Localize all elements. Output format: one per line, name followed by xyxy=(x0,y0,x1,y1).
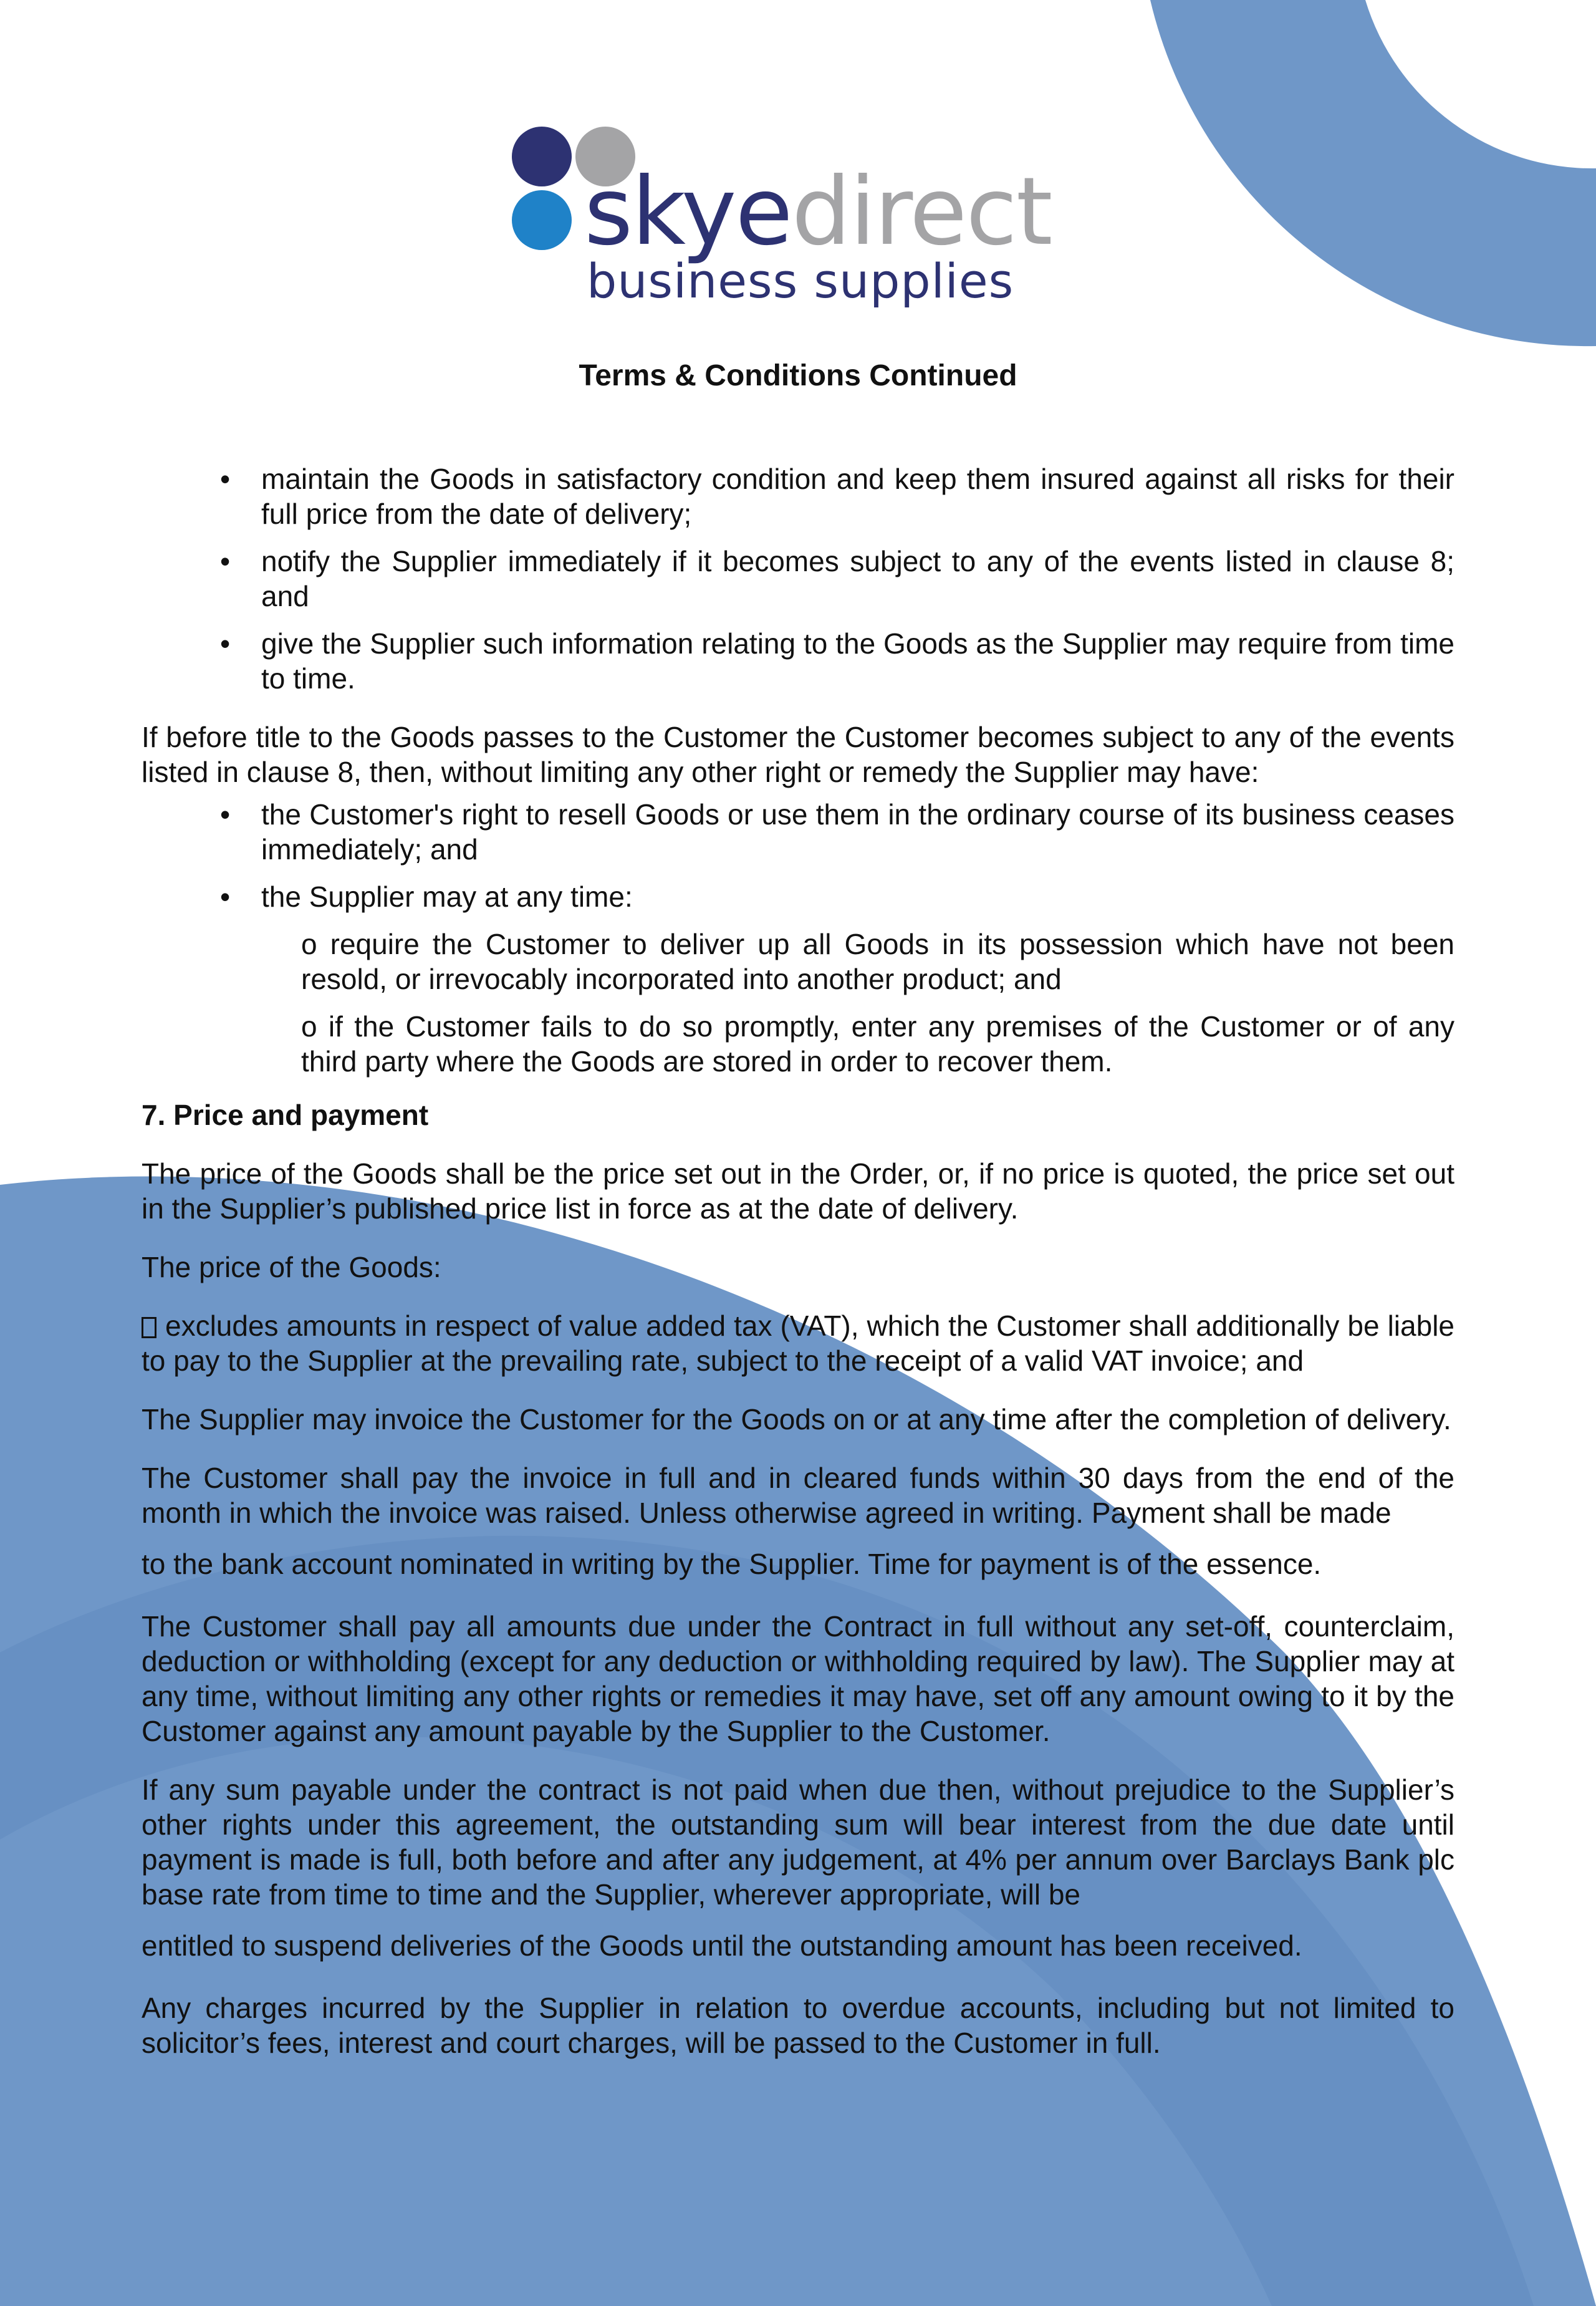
logo-word-light: direct xyxy=(791,158,1052,266)
logo-dot-blue xyxy=(512,190,572,250)
list-item: • notify the Supplier immediately if it becomes subject to any of the events listed in clause 8; and xyxy=(220,545,1454,612)
sub-list-item: o require the Customer to deliver up all Goods in its possession which have not been resold, or irrevocably incorporated into another product; and xyxy=(301,928,1454,995)
paragraph: The Customer shall pay all amounts due under the Contract in full without any set-off, counterclaim, deduction or withholding (except for any deduction or withholding required by law). The Supplier may at any time, without limiting any other rights or remedies it may have, set off any amount owing to it by the Customer against any amount payable by the Supplier to the Customer. xyxy=(142,1610,1454,1747)
paragraph: Any charges incurred by the Supplier in relation to overdue accounts, including but not limited to solicitor’s fees, interest and court charges, will be passed to the Customer in full. xyxy=(142,1992,1454,2059)
logo-wordmark xyxy=(584,158,1052,266)
missing-glyph-icon xyxy=(142,1317,156,1338)
bullet-icon: • xyxy=(220,880,231,913)
bullet-list-obligations xyxy=(142,461,1454,696)
logo-dot-navy xyxy=(512,127,572,186)
logo-word-dark: skye xyxy=(584,158,792,266)
top-right-arc xyxy=(1150,0,1596,346)
bullet-icon: • xyxy=(220,463,231,495)
list-item: • give the Supplier such information relating to the Goods as the Supplier may require from time to time. xyxy=(220,627,1454,695)
bullet-icon: • xyxy=(220,798,231,831)
sub-list-item: o if the Customer fails to do so promptly, enter any premises of the Customer or of any third party where the Goods are stored in order to recover them. xyxy=(301,1010,1454,1078)
paragraph: The Customer shall pay the invoice in full and in cleared funds within 30 days from the end of the month in which the invoice was raised. Unless otherwise agreed in writing. Payment shall be made to the bank account nominated in writing by the Supplier. Time for payment is of the essence. xyxy=(142,1462,1454,1580)
sub-list xyxy=(301,927,1454,1079)
bullet-icon: • xyxy=(220,545,231,577)
list-item: • the Customer's right to resell Goods or use them in the ordinary course of its business ceases immediately; and xyxy=(220,798,1454,866)
bullet-icon: • xyxy=(220,627,231,660)
document-body xyxy=(142,461,1454,2084)
paragraph-title-events: If before title to the Goods passes to the Customer the Customer becomes subject to any of the events listed in clause 8, then, without limiting any other right or remedy the Supplier may have: xyxy=(142,721,1454,788)
paragraph: The Supplier may invoice the Customer for the Goods on or at any time after the completion of delivery. xyxy=(142,1403,1451,1435)
company-logo xyxy=(508,122,1052,315)
bullet-list-remedies xyxy=(142,797,1454,1079)
list-item: • maintain the Goods in satisfactory condition and keep them insured against all risks for their full price from the date of delivery; xyxy=(220,463,1454,530)
paragraph: The price of the Goods shall be the price set out in the Order, or, if no price is quoted, the price set out in the Supplier’s published price list in force as at the date of delivery. xyxy=(142,1157,1454,1225)
paragraph: The price of the Goods: xyxy=(142,1251,441,1283)
logo-tagline: business supplies xyxy=(587,253,1014,309)
paragraph-vat: excludes amounts in respect of value added tax (VAT), which the Customer shall additionally be liable to pay to the Supplier at the prevailing rate, subject to the receipt of a valid VAT invoice; and xyxy=(142,1310,1454,1377)
page-title: Terms & Conditions Continued xyxy=(579,359,1017,392)
paragraph: If any sum payable under the contract is not paid when due then, without prejudice to the Supplier’s other rights under this agreement, the outstanding sum will bear interest from the due date until payment is made is full, both before and after any judgement, at 4% per annum over Barclays Bank plc base rate from time to time and the Supplier, wherever appropriate, will be entitled to suspend deliveries of the Goods until the outstanding amount has been received. xyxy=(142,1773,1454,1962)
list-item: • the Supplier may at any time: o require the Customer to deliver up all Goods in its possession which have not been resold, or irrevocably incorporated into another product; and o if the Customer fails to do so promptly, enter any premises of the Customer or of any third party where the Goods are stored in order to recover them. xyxy=(220,880,1454,1078)
section-heading: 7. Price and payment xyxy=(142,1099,429,1131)
